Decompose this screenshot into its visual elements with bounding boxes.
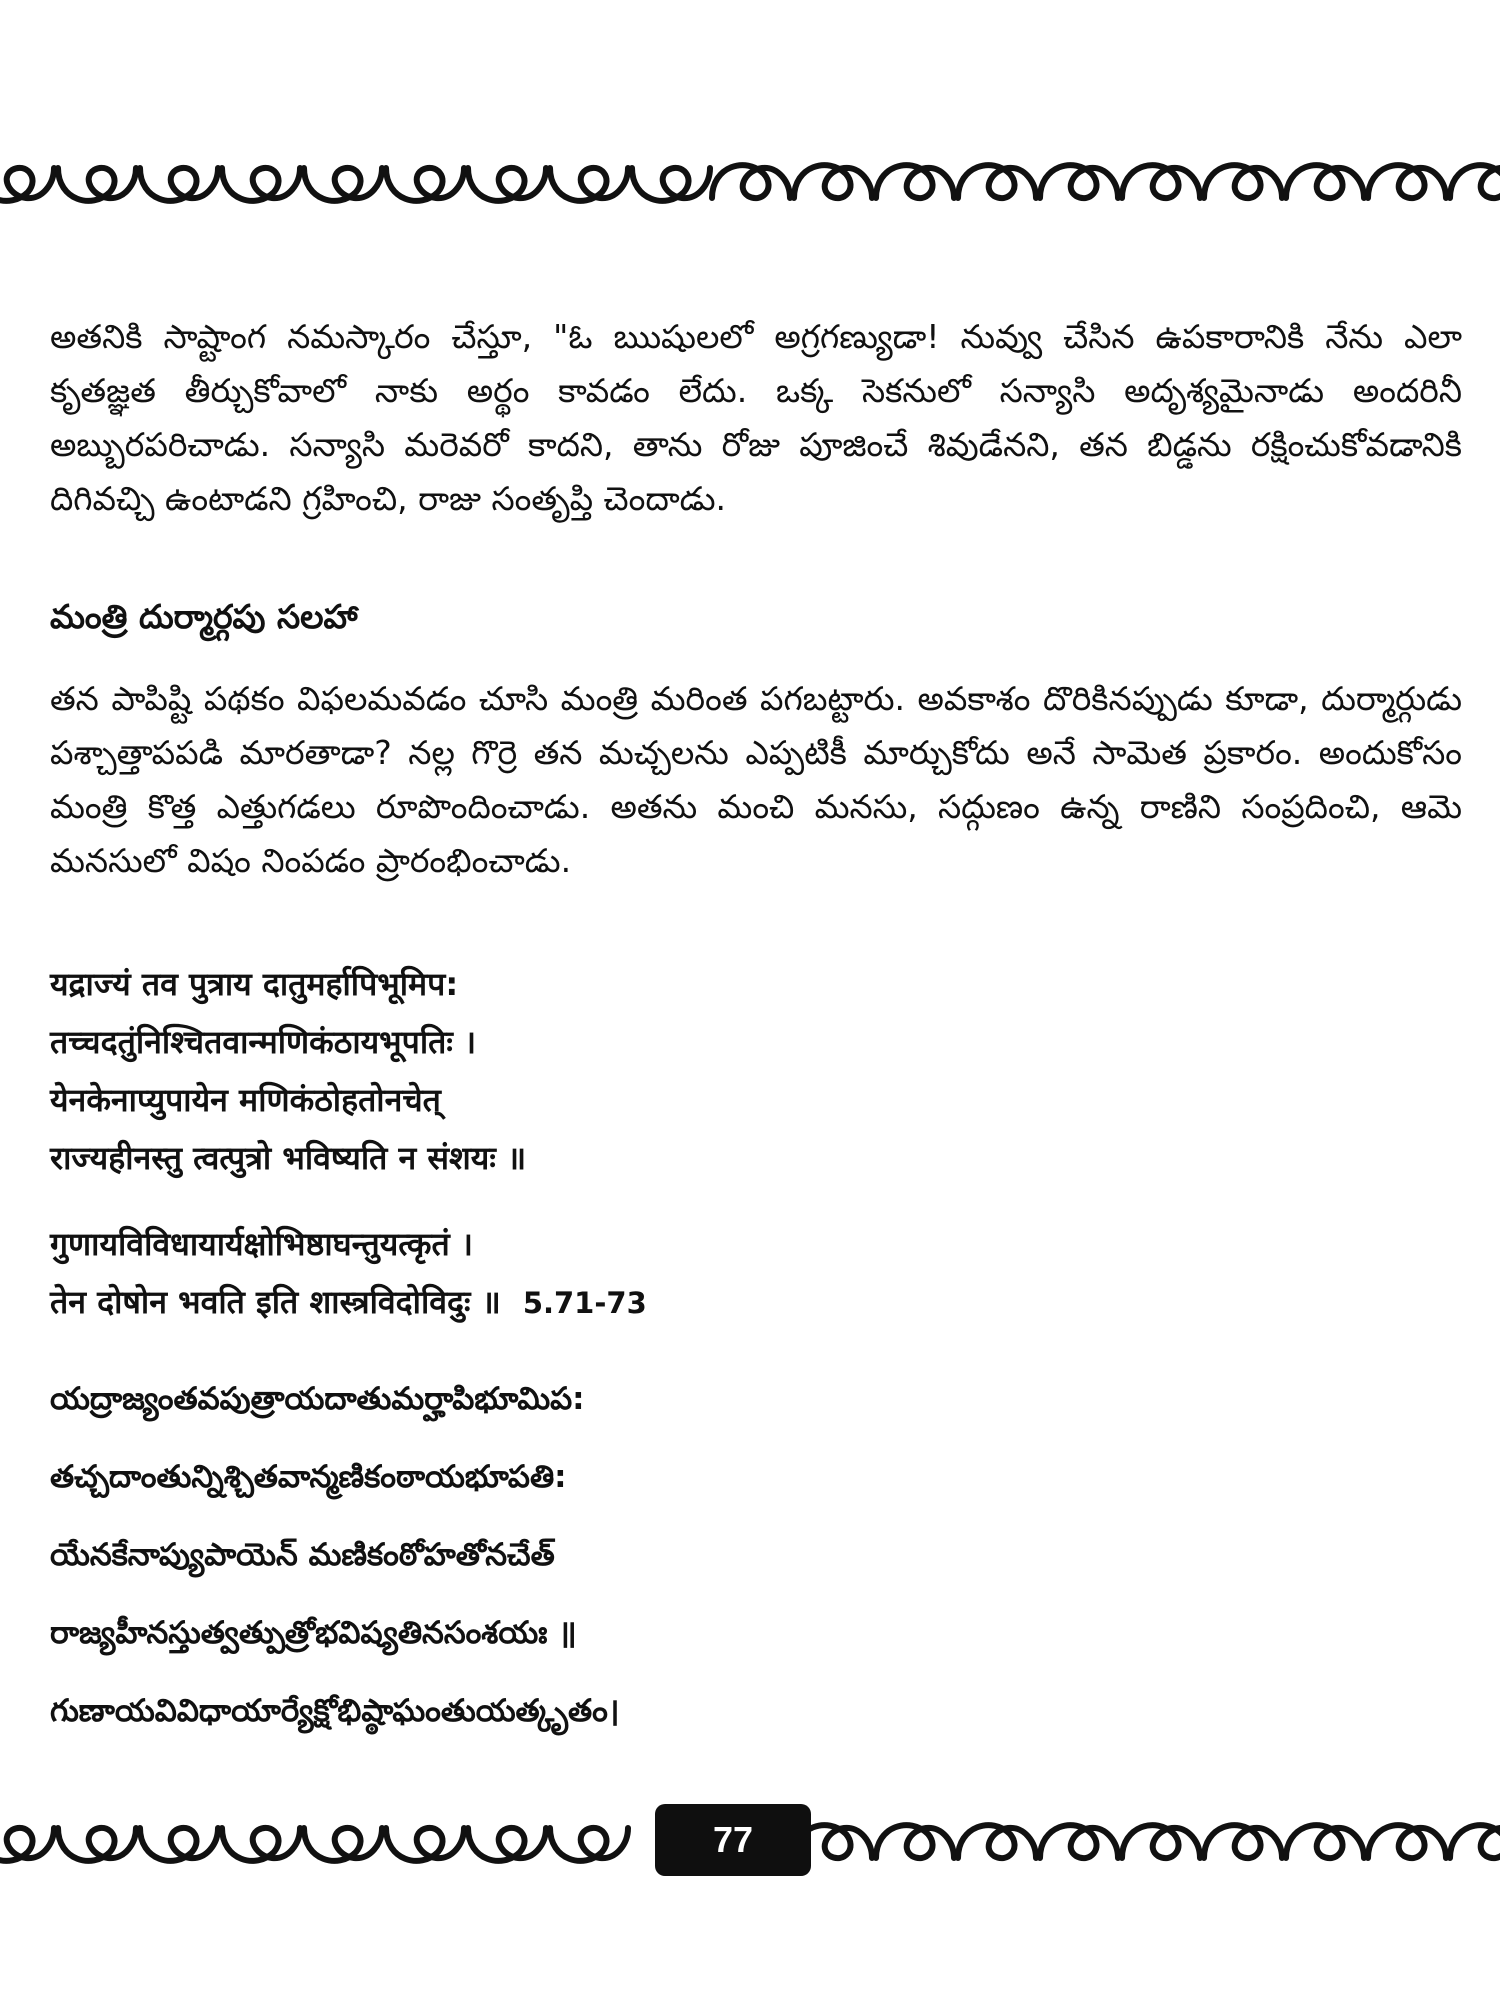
section-heading: మంత్రి దుర్మార్గపు సలహా: [50, 597, 358, 636]
verse-line: గుణాయవివిధాయార్యేక్షోభిష్ఠాఘంతుయత్కృతం।: [50, 1693, 620, 1729]
verse-line: తచ్చదాంతున్నిశ్చితవాన్మణికంఠాయభూపతి:: [50, 1459, 567, 1495]
verse-line: येनकेनाप्युपायेन मणिकंठोहतोनचेत्: [50, 1081, 441, 1119]
paragraph-2: తన పాపిష్టి పథకం విఫలమవడం చూసి మంత్రి మరింత పగబట్టారు. అవకాశం దొరికినప్పుడు కూడా, దుర్మార్గుడు పశ్చాత్తాపపడి మారతాడా? నల్ల గొర్రె తన మచ్చలను ఎప్పటికీ మార్చుకోదు అనే సామెత ప్రకారం. అందుకోసం మంత్రి కొత్త ఎత్తుగడలు రూపొందించాడు. అతను మంచి మనసు, సద్గుణం ఉన్న రాణిని సంప్రదించి, ఆమె మనసులో విషం నింపడం ప్రారంభించాడు.: [50, 679, 1462, 880]
verse-line: तच्चदतुंनिश्चितवान्मणिकंठायभूपतिः ।: [50, 1023, 477, 1061]
verse-line: गुणायविविधायार्यक्षोभिष्ठाघन्तुयत्कृतं ।: [50, 1225, 473, 1263]
page-number: 77: [655, 1804, 811, 1876]
verse-telugu-block: [50, 1360, 1462, 1750]
verse-devanagari-block-1: [50, 955, 1462, 1187]
verse-devanagari-block-2: [50, 1215, 1462, 1332]
verse-line-text: तेन दोषोन भवति इति शास्त्रविदोविदुः ॥: [50, 1283, 501, 1321]
top-decorative-border: [0, 140, 1500, 220]
verse-reference: 5.71-73: [522, 1286, 647, 1320]
verse-line: యద్రాజ్యంతవపుత్రాయదాతుమర్హాపిభూమిప:: [50, 1381, 585, 1417]
verse-line: యేనకేనాప్యుపాయెన్ మణికంఠోహతోనచేత్: [50, 1537, 555, 1573]
paragraph-1: అతనికి సాష్టాంగ నమస్కారం చేస్తూ, "ఓ ఋషులలో అగ్రగణ్యుడా! నువ్వు చేసిన ఉపకారానికి నేను ఎలా కృతజ్ఞత తీర్చుకోవాలో నాకు అర్థం కావడం లేదు. ఒక్క సెకనులో సన్యాసి అదృశ్యమైనాడు అందరినీ అబ్బురపరిచాడు. సన్యాసి మరెవరో కాదని, తాను రోజు పూజించే శివుడేనని, తన బిడ్డను రక్షించుకోవడానికి దిగివచ్చి ఉంటాడని గ్రహించి, రాజు సంతృప్తి చెందాడు.: [50, 317, 1462, 518]
ornament-swirl-row-top: [0, 140, 1500, 220]
verse-line: राज्यहीनस्तु त्वत्पुत्रो भविष्यति न संशयः ॥: [50, 1139, 527, 1177]
verse-line: यद्राज्यं तव पुत्राय दातुमर्हापिभूमिप:: [50, 965, 459, 1003]
verse-line: [50, 1273, 1462, 1332]
verse-line: రాజ్యహీనస్తుత్వత్పుత్రోభవిష్యతినసంశయః ॥: [50, 1615, 577, 1651]
